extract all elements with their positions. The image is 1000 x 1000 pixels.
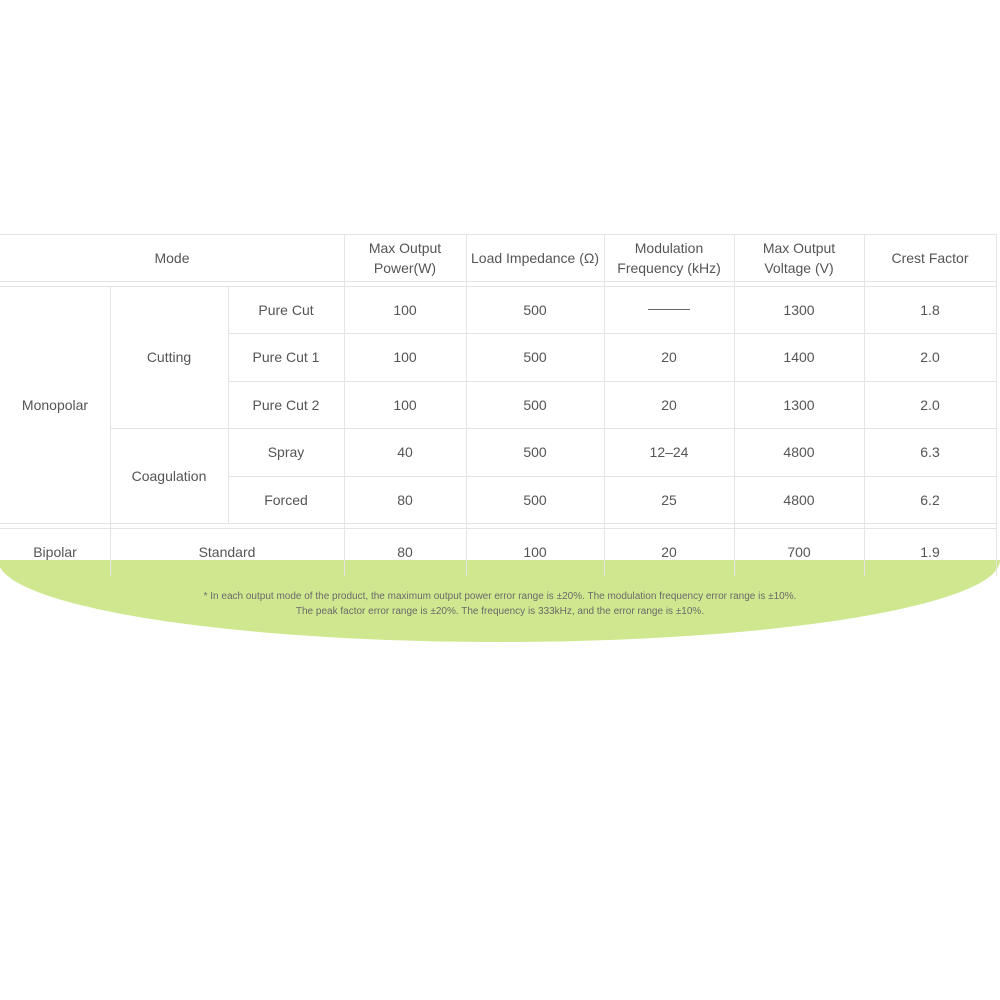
voltage-cell: 700 <box>787 544 811 560</box>
mode-name-cell: Spray <box>267 444 305 460</box>
header-max-output-power: Max Output Power(W) <box>368 239 442 276</box>
crest-cell: 2.0 <box>920 349 940 365</box>
impedance-cell: 500 <box>523 301 547 318</box>
header-load-impedance: Load Impedance (Ω) <box>471 249 599 266</box>
impedance-cell: 100 <box>523 544 547 560</box>
power-cell: 80 <box>397 544 413 560</box>
crest-cell: 6.3 <box>920 444 940 460</box>
crest-cell: 6.2 <box>920 491 940 508</box>
mode-name-cell: Pure Cut 2 <box>252 396 320 413</box>
frequency-cell: 12–24 <box>649 444 689 460</box>
power-cell: 40 <box>397 444 413 460</box>
voltage-cell: 1300 <box>783 301 815 318</box>
mode-name-cell: Standard <box>198 544 256 560</box>
header-mode: Mode <box>154 249 190 266</box>
power-cell: 100 <box>393 349 417 365</box>
header-bottom-border <box>0 281 997 282</box>
impedance-cell: 500 <box>523 349 547 365</box>
group-coagulation: Coagulation <box>131 467 207 484</box>
crest-cell: 1.8 <box>920 301 940 318</box>
footnote-line-1: * In each output mode of the product, the maximum output power error range is ±20%. The modulation frequency error range is ±10%. <box>203 591 797 602</box>
mode-name-cell: Pure Cut <box>258 301 314 318</box>
power-cell: 80 <box>397 491 413 508</box>
header-crest-factor: Crest Factor <box>891 249 969 266</box>
mode-name-cell: Forced <box>264 491 308 508</box>
voltage-cell: 4800 <box>783 444 815 460</box>
footnote-line-2: The peak factor error range is ±20%. The frequency is 333kHz, and the error range is ±10%. <box>295 606 705 617</box>
table-right-border <box>996 234 997 576</box>
header-modulation-frequency: Modulation Frequency (kHz) <box>617 239 721 276</box>
group-monopolar: Monopolar <box>21 396 89 413</box>
header-max-output-voltage: Max Output Voltage (V) <box>762 239 836 276</box>
voltage-cell: 1300 <box>783 396 815 413</box>
mode-name-cell: Pure Cut 1 <box>252 349 320 365</box>
frequency-cell-empty <box>604 286 734 333</box>
crest-cell: 2.0 <box>920 396 940 413</box>
impedance-cell: 500 <box>523 491 547 508</box>
frequency-cell: 20 <box>661 396 677 413</box>
group-cutting: Cutting <box>146 349 192 365</box>
section-divider <box>0 523 997 524</box>
power-cell: 100 <box>393 396 417 413</box>
impedance-cell: 500 <box>523 444 547 460</box>
impedance-cell: 500 <box>523 396 547 413</box>
frequency-cell: 20 <box>661 544 677 560</box>
dash-mark <box>648 309 690 310</box>
frequency-cell: 20 <box>661 349 677 365</box>
crest-cell: 1.9 <box>920 544 940 560</box>
group-bipolar: Bipolar <box>33 544 77 560</box>
frequency-cell: 25 <box>661 491 677 508</box>
voltage-cell: 1400 <box>783 349 815 365</box>
voltage-cell: 4800 <box>783 491 815 508</box>
power-cell: 100 <box>393 301 417 318</box>
